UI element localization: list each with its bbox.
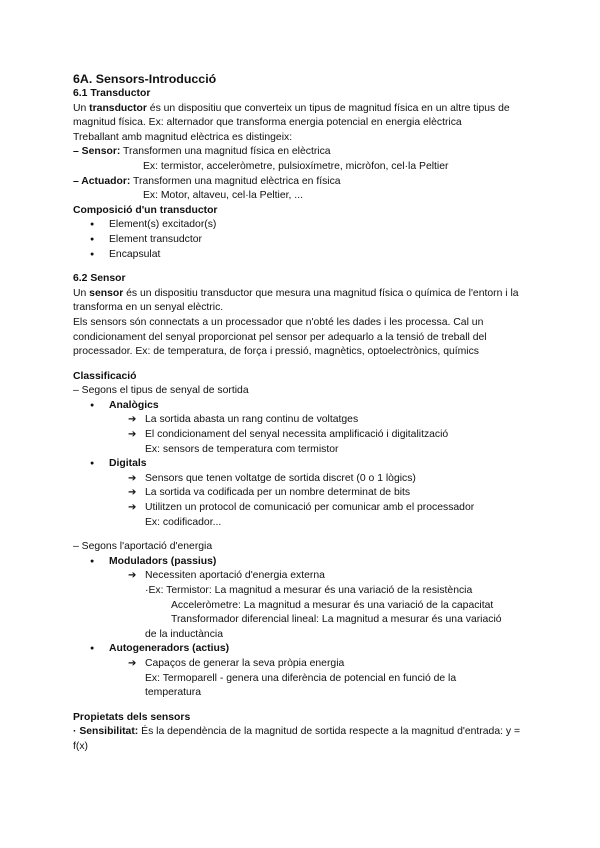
term-sensor: – Sensor: [73,146,121,158]
sensor-example: Ex: termistor, acceleròmetre, pulsioxímetre, micròfon, cel·la Peltier [143,160,449,172]
autogeneradors-example: temperatura [145,687,202,699]
propietats-heading: Propietats dels sensors [73,711,191,723]
digitals-example: Ex: codificador... [145,516,222,528]
analogics-example: Ex: sensors de temperatura com termistor [145,443,339,455]
actuador-example: Ex: Motor, altaveu, cel·la Peltier, ... [143,190,303,202]
text-run: Un [73,102,90,114]
list-item: ➔ La sortida va codificada per un nombre determinat de bits [73,486,523,501]
term-sensor-bold: sensor [89,287,124,299]
composicio-heading: Composició d'un transductor [73,204,218,216]
list-item: ● Element(s) excitador(s) [73,218,523,233]
moduladors-example: de la inductància [145,628,223,640]
list-item: ● Encapsulat [73,248,523,263]
sensor-full-definition [73,287,523,316]
section-heading-transductor: 6.1 Transductor [73,88,151,99]
term-sensibilitat: · Sensibilitat: [73,726,139,738]
list-item: ➔ Capaços de generar la seva pròpia energia [73,657,523,672]
term-transductor: transductor [89,102,147,114]
moduladors-example: Transformador diferencial lineal: La magnitud a mesurar és una variació [171,614,502,626]
list-item: ➔ Utilitzen un protocol de comunicació per comunicar amb el processador [73,501,523,516]
text-run: Un [73,287,90,299]
text-run: és un dispositiu que converteix un tipus de magnitud física en un altre tipus de magnitud física. Ex: alternador que transforma energia potencial en energia elèctrica [73,102,510,129]
text-run: Transformen una magnitud física en elèctrica [120,146,331,158]
text-run: és un dispositiu transductor que mesura una magnitud física o química de l'entorn i la transforma en un senyal elèctric. [73,287,519,314]
list-item: ➔ Sensors que tenen voltatge de sortida discret (0 o 1 lògics) [73,472,523,487]
classificacio-heading: Classificació [73,370,137,382]
moduladors-example: ·Ex: Termistor: La magnitud a mesurar és una variació de la resistència [145,585,473,596]
list-item: ➔ La sortida abasta un rang continu de voltatges [73,413,523,428]
autogeneradors-label: ● Autogeneradors (actius) [73,642,523,657]
document-title: 6A. Sensors-Introducció [73,72,217,86]
sensor-processador-paragraph: Els sensors són connectats a un processador que n'obté les dades i les processa. Cal un condicionament del senyal proporcionat pel sensor per adequarlo a la tensió de treball del processador. Ex: de temperatura, de força i pressió, magnètics, optoelectrònics, químics [73,316,487,358]
transductor-line2: Treballant amb magnitud elèctrica es distingeix: [73,131,293,143]
autogeneradors-example: Ex: Termoparell - genera una diferència de potencial en funció de la [145,672,457,684]
section-heading-sensor: 6.2 Sensor [73,273,126,285]
classif-group-senyal: – Segons el tipus de senyal de sortida [73,385,249,397]
sensor-definition [73,145,523,160]
classif-group-energia: – Segons l'aportació d'energia [73,541,213,553]
analogics-label: ● Analògics [73,399,523,414]
text-run: És la dependència de la magnitud de sortida respecte a la magnitud d'entrada: y = f(x) [73,726,521,752]
text-run: Transformen una magnitud elèctrica en física [130,175,341,187]
digitals-label: ● Digitals [73,457,523,472]
document-page [73,71,523,755]
list-item: ➔ Necessiten aportació d'energia externa [73,569,523,584]
transductor-definition [73,102,523,131]
sensibilitat-definition [73,725,523,754]
list-item: ➔ El condicionament del senyal necessita amplificació i digitalització [73,428,523,443]
term-actuador: – Actuador: [73,175,131,187]
list-item: ● Element transudctor [73,233,523,248]
actuador-definition [73,175,523,190]
moduladors-example: Acceleròmetre: La magnitud a mesurar és una variació de la capacitat [171,599,494,611]
moduladors-label: ● Moduladors (passius) [73,555,523,570]
